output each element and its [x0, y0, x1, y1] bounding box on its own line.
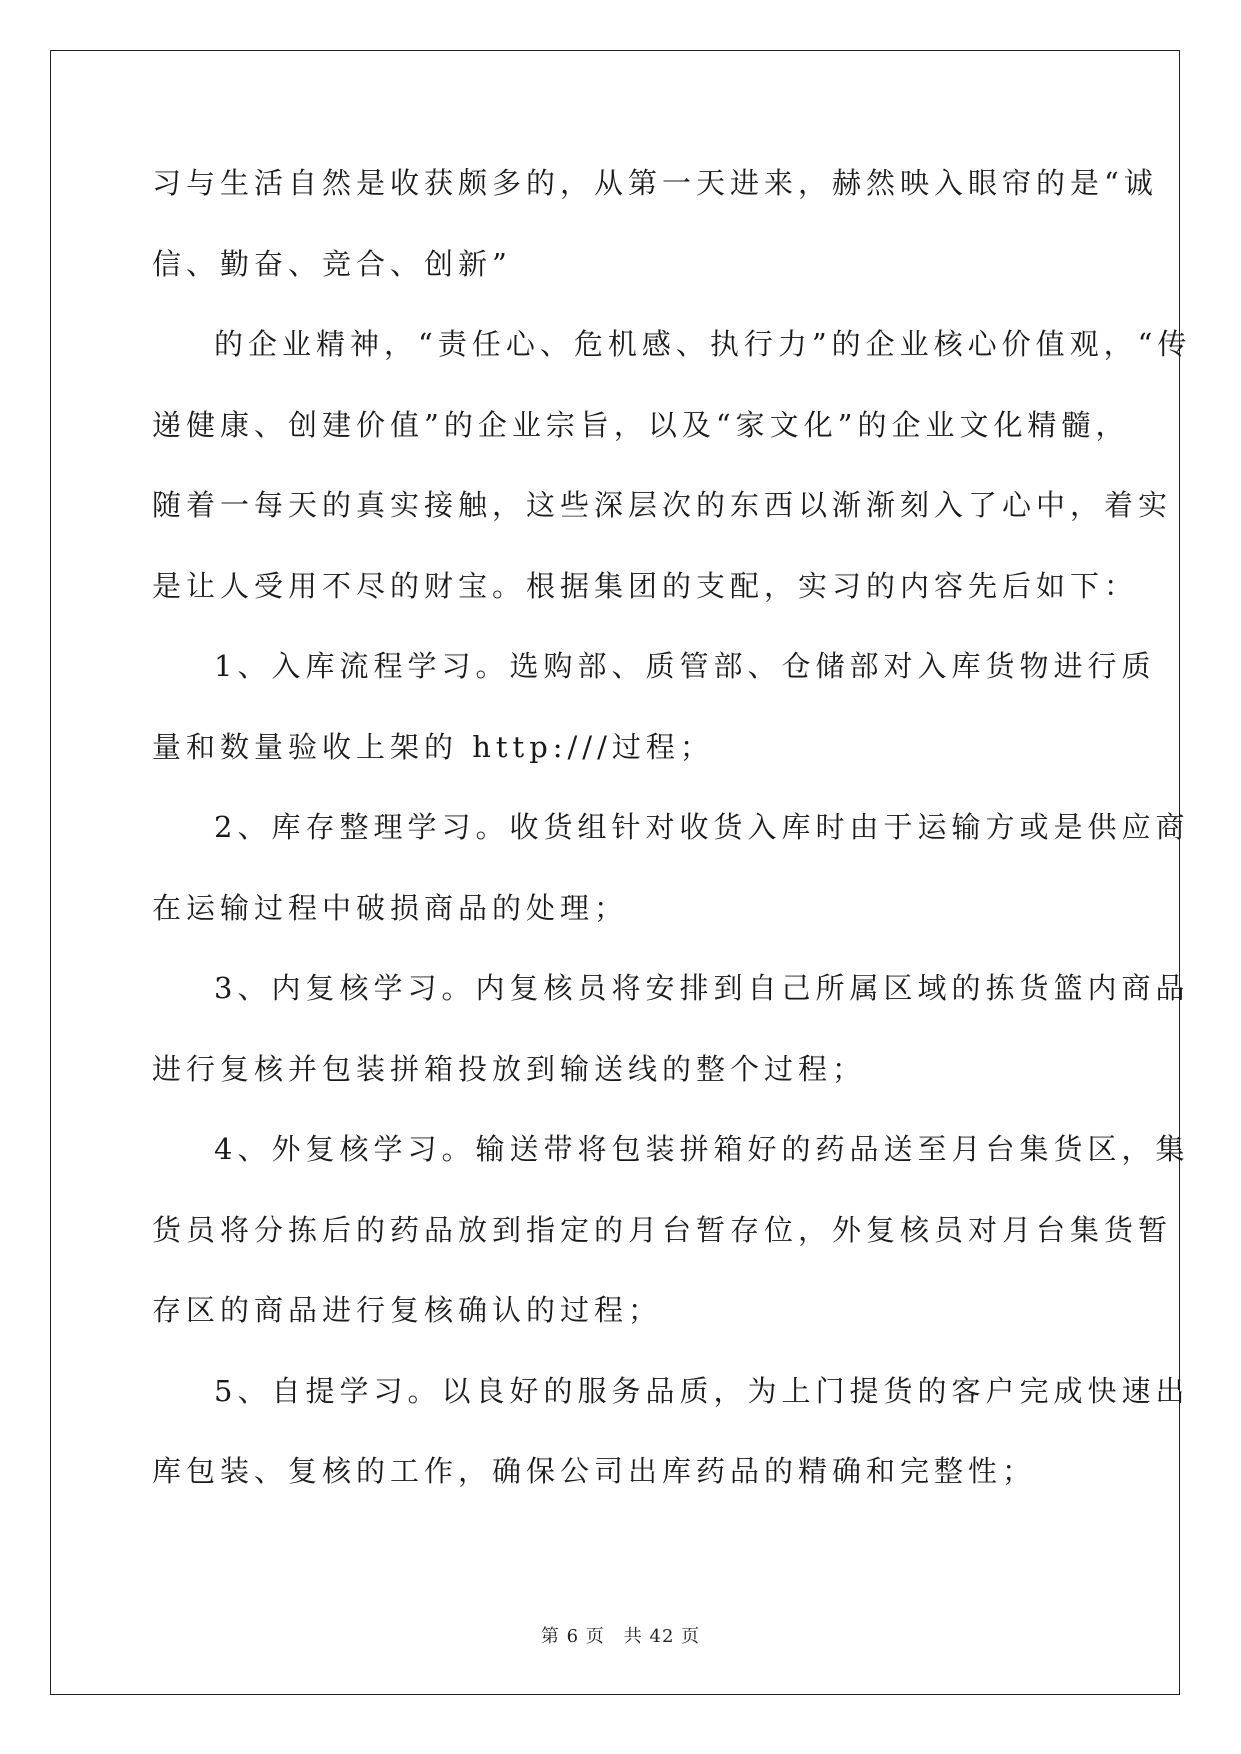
text-line: 递健康、创建价值”的企业宗旨，以及“家文化”的企业文化精髓，: [152, 407, 1130, 442]
document-body: [152, 163, 1192, 1532]
text-line: 2、库存整理学习。收货组针对收货入库时由于运输方或是供应商: [214, 810, 1190, 844]
text-line: 1、入库流程学习。选购部、质管部、仓储部对入库货物进行质: [214, 649, 1156, 683]
text-line: 是让人受用不尽的财宝。根据集团的支配，实习的内容先后如下：: [152, 568, 1139, 603]
text-line: 量和数量验收上架的 http:///过程；: [152, 729, 714, 764]
text-line: 3、内复核学习。内复核员将安排到自己所属区域的拣货篮内商品: [214, 971, 1190, 1005]
text-line: 习与生活自然是收获颇多的，从第一天进来，赫然映入眼帘的是“诚: [152, 166, 1158, 200]
text-line: 5、自提学习。以良好的服务品质，为上门提货的客户完成快速出: [214, 1373, 1190, 1408]
text-line: 信、勤奋、竞合、创新”: [152, 246, 512, 281]
text-line: 在运输过程中破损商品的处理；: [152, 890, 629, 925]
page-number: 第 6 页 共 42 页: [540, 1626, 701, 1647]
text-line: 存区的商品进行复核确认的过程；: [152, 1293, 663, 1327]
text-line: 进行复核并包装拼箱投放到输送线的整个过程；: [152, 1051, 867, 1086]
text-line: 库包装、复核的工作，确保公司出库药品的精确和完整性；: [152, 1454, 1037, 1488]
text-line: 4、外复核学习。输送带将包装拼箱好的药品送至月台集货区，集: [214, 1132, 1190, 1166]
text-line: 随着一每天的真实接触，这些深层次的东西以渐渐刻入了心中，着实: [152, 488, 1173, 522]
text-line: 货员将分拣后的药品放到指定的月台暂存位，外复核员对月台集货暂: [152, 1212, 1173, 1247]
text-line: 的企业精神，“责任心、危机感、执行力”的企业核心价值观，“传: [214, 327, 1192, 361]
